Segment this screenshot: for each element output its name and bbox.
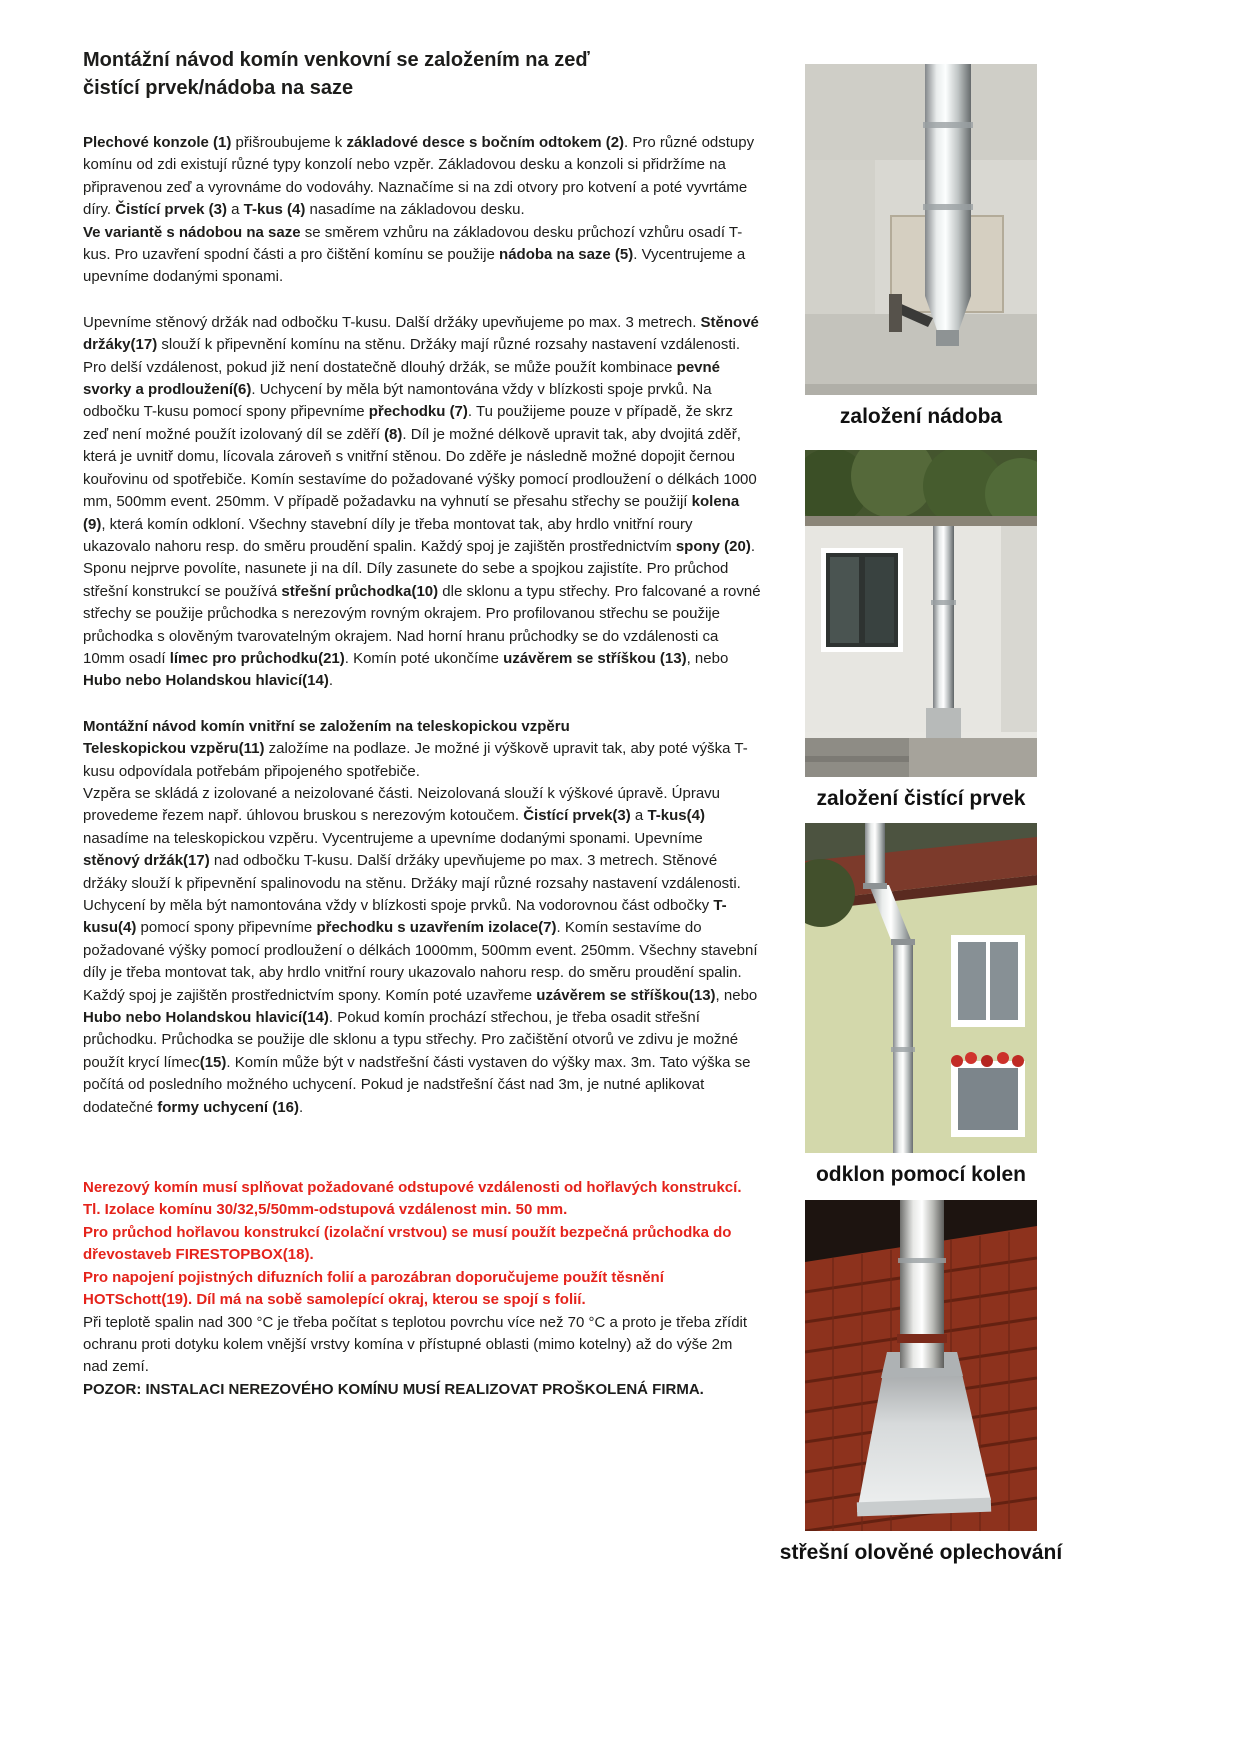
- paragraph-safety-warning: Nerezový komín musí splňovat požadované odstupové vzdálenosti od hořlavých konstrukcí. Tl. Izolace komínu 30/32,5/50mm-odstupová vzdálenost min. 50 mm. Pro průchod hořlavou konstrukcí (izolační vrstvou) se musí použít bezpečná průchodka do dřevostaveb FIRESTOPBOX(18). Pro napojení pojistných difuzních folií a parozábran doporučujeme použít těsnění HOTSchott(19). Díl má na sobě samolepící okraj, kterou se spojí s folií.: [83, 1179, 742, 1309]
- figure-caption-roof-flashing: střešní olověné oplechování: [779, 1541, 1063, 1564]
- figure-elbow-offset: [805, 823, 1037, 1188]
- photo-elbow-offset: [805, 823, 1037, 1153]
- paragraph-outdoor-install: Plechové konzole (1) přišroubujeme k základové desce s bočním odtokem (2). Pro různé odstupy komínu od zdi existují různé typy konzolí nebo vzpěr. Základovou desku a konzoli si přidržíme na připravenou zeď a vyrovnáme do vodováhy. Naznačíme si na zdi otvory pro kotvení a poté vyvrtáme díry. Čistící prvek (3) a T-kus (4) nasadíme na základovou desku. Ve variantě s nádobou na saze se směrem vzhůru na základovou desku průchozí vzhůru osadí T-kus. Pro uzavření spodní části a pro čištění komínu se použije nádoba na saze (5). Vycentrujeme a upevníme dodanými sponami.: [83, 134, 755, 286]
- title-line-1: Montážní návod komín venkovní se založením na zeď: [83, 49, 590, 71]
- figure-base-container: [805, 64, 1037, 430]
- page-title: [83, 46, 761, 102]
- figure-caption-elbow-offset: odklon pomocí kolen: [815, 1163, 1026, 1186]
- photo-roof-flashing: [805, 1200, 1037, 1531]
- paragraph-temperature-note: Při teplotě spalin nad 300 °C je třeba počítat s teplotou povrchu více než 70 °C a proto je třeba zřídit ochranu proti dotyku kolem vnější vrstvy komína v přístupné oblasti (mimo kotelny) až do výše 2m nad zemí. POZOR: INSTALACI NEREZOVÉHO KOMÍNU MUSÍ REALIZOVAT PROŠKOLENÁ FIRMA.: [83, 1313, 748, 1398]
- paragraph-indoor-install: Montážní návod komín vnitřní se založením na teleskopickou vzpěru Teleskopickou vzpěru(11) založíme na podlaze. Je možné ji výškově upravit tak, aby poté výška T-kusu odpovídala potřebám připojeného spotřebiče. Vzpěra se skládá z izolované a neizolované části. Neizolovaná slouží k výškové úpravě. Úpravu provedeme řezem např. úhlovou bruskou s nerezovým kotoučem. Čistící prvek(3) a T-kus(4) nasadíme na teleskopickou vzpěru. Vycentrujeme a upevníme dodanými sponami. Upevníme stěnový držák(17) nad odbočku T-kusu. Další držáky upevňujeme po max. 3 metrech. Stěnové držáky slouží k připevnění spalinovodu na stěnu. Držáky mají různé rozsahy nastavení vzdálenosti. Uchycení by měla být namontována vždy v blízkosti spoje prvků. Na vodorovnou část odbočky T-kusu(4) pomocí spony připevníme přechodku s uzavřením izolace(7). Komín sestavíme do požadované výšky pomocí prodloužení o délkách 1000mm, 500mm event. 250mm. Všechny stavební díly je třeba montovat tak, aby hrdlo vnitřní roury ukazovalo nahoru resp. do směru proudění spalin. Každý spoj je zajištěn prostřednictvím spony. Komín poté uzavřeme uzávěrem se stříškou(13), nebo Hubo nebo Holandskou hlavicí(14). Pokud komín prochází střechou, je třeba osadit střešní průchodku. Průchodka se použije dle sklonu a typu střechy. Pro začištění otvorů ve zdivu je možné použít krycí límec(15). Komín může být v nadstřešní části vystaven do výšky max. 3m. Tato výška se počítá od posledního možného uchycení. Pokud je nadstřešní část nad 3m, je nutné aplikovat dodatečné formy uchycení (16).: [83, 717, 758, 1116]
- figure-cleaning-element: [805, 450, 1037, 812]
- paragraph-wall-brackets: Upevníme stěnový držák nad odbočku T-kusu. Další držáky upevňujeme po max. 3 metrech. Stěnové držáky(17) slouží k připevnění komínu na stěnu. Držáky mají různé rozsahy nastavení vzdálenosti. Pro delší vzdálenost, pokud již není dostatečně dlouhý držák, se může použít kombinace pevné svorky a prodloužení(6). Uchycení by měla být namontována vždy v blízkosti spoje prvků. Na odbočku T-kusu pomocí spony připevníme přechodku (7). Tu použijeme pouze v případě, že skrz zeď není možné použít izolovaný díl se zděří (8). Díl je možné délkově upravit tak, aby dvojitá zděř, která je uvnitř domu, lícovala zároveň s vnitřní stěnou. Do zděře je následně možné dopojit černou kouřovinu od spotřebiče. Komín sestavíme do požadované výšky pomocí prodloužení o délkách 1000 mm, 500mm event. 250mm. V případě požadavku na vyhnutí se přesahu střechy se použijí kolena (9), která komín odkloní. Všechny stavební díly je třeba montovat tak, aby hrdlo vnitřní roury ukazovalo nahoru resp. do směru proudění spalin. Každý spoj je zajištěn prostřednictvím spony (20). Sponu nejprve povolíte, nasunete ji na díl. Díly zasunete do sebe a spojkou zajistíte. Pro průchod střešní konstrukcí se používá střešní průchodka(10) dle sklonu a typu střechy. Pro falcované a rovné střechy se použije průchodka s nerezovým rovným okrajem. Pro profilovanou střechu se použije průchodka s olověným tvarovatelným okrajem. Nad horní hranu průchodky se do vzdálenosti ca 10mm osadí límec pro průchodku(21). Komín poté ukončíme uzávěrem se stříškou (13), nebo Hubo nebo Holandskou hlavicí(14).: [83, 313, 761, 690]
- figure-caption-cleaning-element: založení čistící prvek: [816, 787, 1026, 810]
- title-line-2: čistící prvek/nádoba na saze: [83, 77, 354, 99]
- photo-cleaning-element: [805, 450, 1037, 777]
- text-column: [83, 46, 761, 1401]
- photo-base-container: [805, 64, 1037, 395]
- figure-roof-flashing: [779, 1200, 1063, 1566]
- figure-caption-base-container: založení nádoba: [839, 405, 1003, 428]
